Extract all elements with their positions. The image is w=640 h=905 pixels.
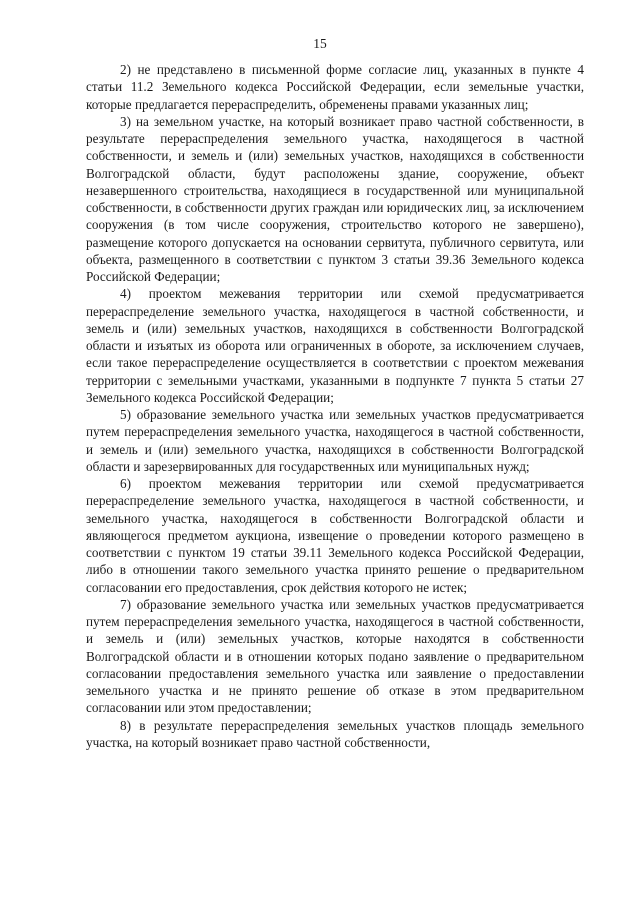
- paragraph-item-5: 5) образование земельного участка или земельных участков предусматривается путем перераспределения земельного участка, находящегося в частной собственности, и земель и (или) земельного участка, находящихся в собственности Волгоградской области и зарезервированных для государственных или муниципальных нужд;: [86, 407, 584, 474]
- paragraph-item-6: 6) проектом межевания территории или схемой предусматривается перераспределение земельного участка, находящегося в частной собственности, и земельного участка, находящегося в собственности Волгоградской области и являющегося предметом аукциона, извещение о проведении которого размещено в соответствии с пунктом 19 статьи 39.11 Земельного кодекса Российской Федерации, либо в отношении такого земельного участка принято решение о предварительном согласовании его предоставления, срок действия которого не истек;: [86, 476, 584, 595]
- paragraph-item-3: 3) на земельном участке, на который возникает право частной собственности, в результате перераспределения земельного участка, находящегося в частной собственности, и земель и (или) земельных участков, находящихся в собственности Волгоградской области, будут расположены здание, сооружение, объект незавершенного строительства, находящиеся в государственной или муниципальной собственности, в собственности других граждан или юридических лиц, за исключением сооружения (в том числе сооружения, строительство которого не завершено), размещение которого допускается на основании сервитута, публичного сервитута, или объекта, размещенного в соответствии с пунктом 3 статьи 39.36 Земельного кодекса Российской Федерации;: [86, 113, 584, 284]
- paragraph-item-8: 8) в результате перераспределения земельных участков площадь земельного участка, на который возникает право частной собственности,: [86, 717, 584, 750]
- document-body: [86, 61, 584, 751]
- paragraph-item-2: 2) не представлено в письменной форме согласие лиц, указанных в пункте 4 статьи 11.2 Земельного кодекса Российской Федерации, если земельные участки, которые предлагается перераспределить, обременены правами указанных лиц;: [86, 62, 584, 112]
- page-number: 15: [313, 36, 327, 51]
- paragraph-item-4: 4) проектом межевания территории или схемой предусматривается перераспределение земельного участка, находящегося в частной собственности, и земель и (или) земельных участков, находящихся в собственности Волгоградской области и изъятых из оборота или ограниченных в обороте, за исключением случаев, если такое перераспределение осуществляется в соответствии с проектом межевания территории с земельными участками, указанными в подпункте 7 пункта 5 статьи 27 Земельного кодекса Российской Федерации;: [86, 286, 584, 405]
- paragraph-item-7: 7) образование земельного участка или земельных участков предусматривается путем перераспределения земельного участка, находящегося в частной собственности, и земель и (или) земельных участков, которые находятся в собственности Волгоградской области и в отношении которых подано заявление о предварительном согласовании предоставления земельного участка или заявление о предоставлении земельного участка и не принято решение об отказе в этом предварительном согласовании или этом предоставлении;: [86, 596, 584, 716]
